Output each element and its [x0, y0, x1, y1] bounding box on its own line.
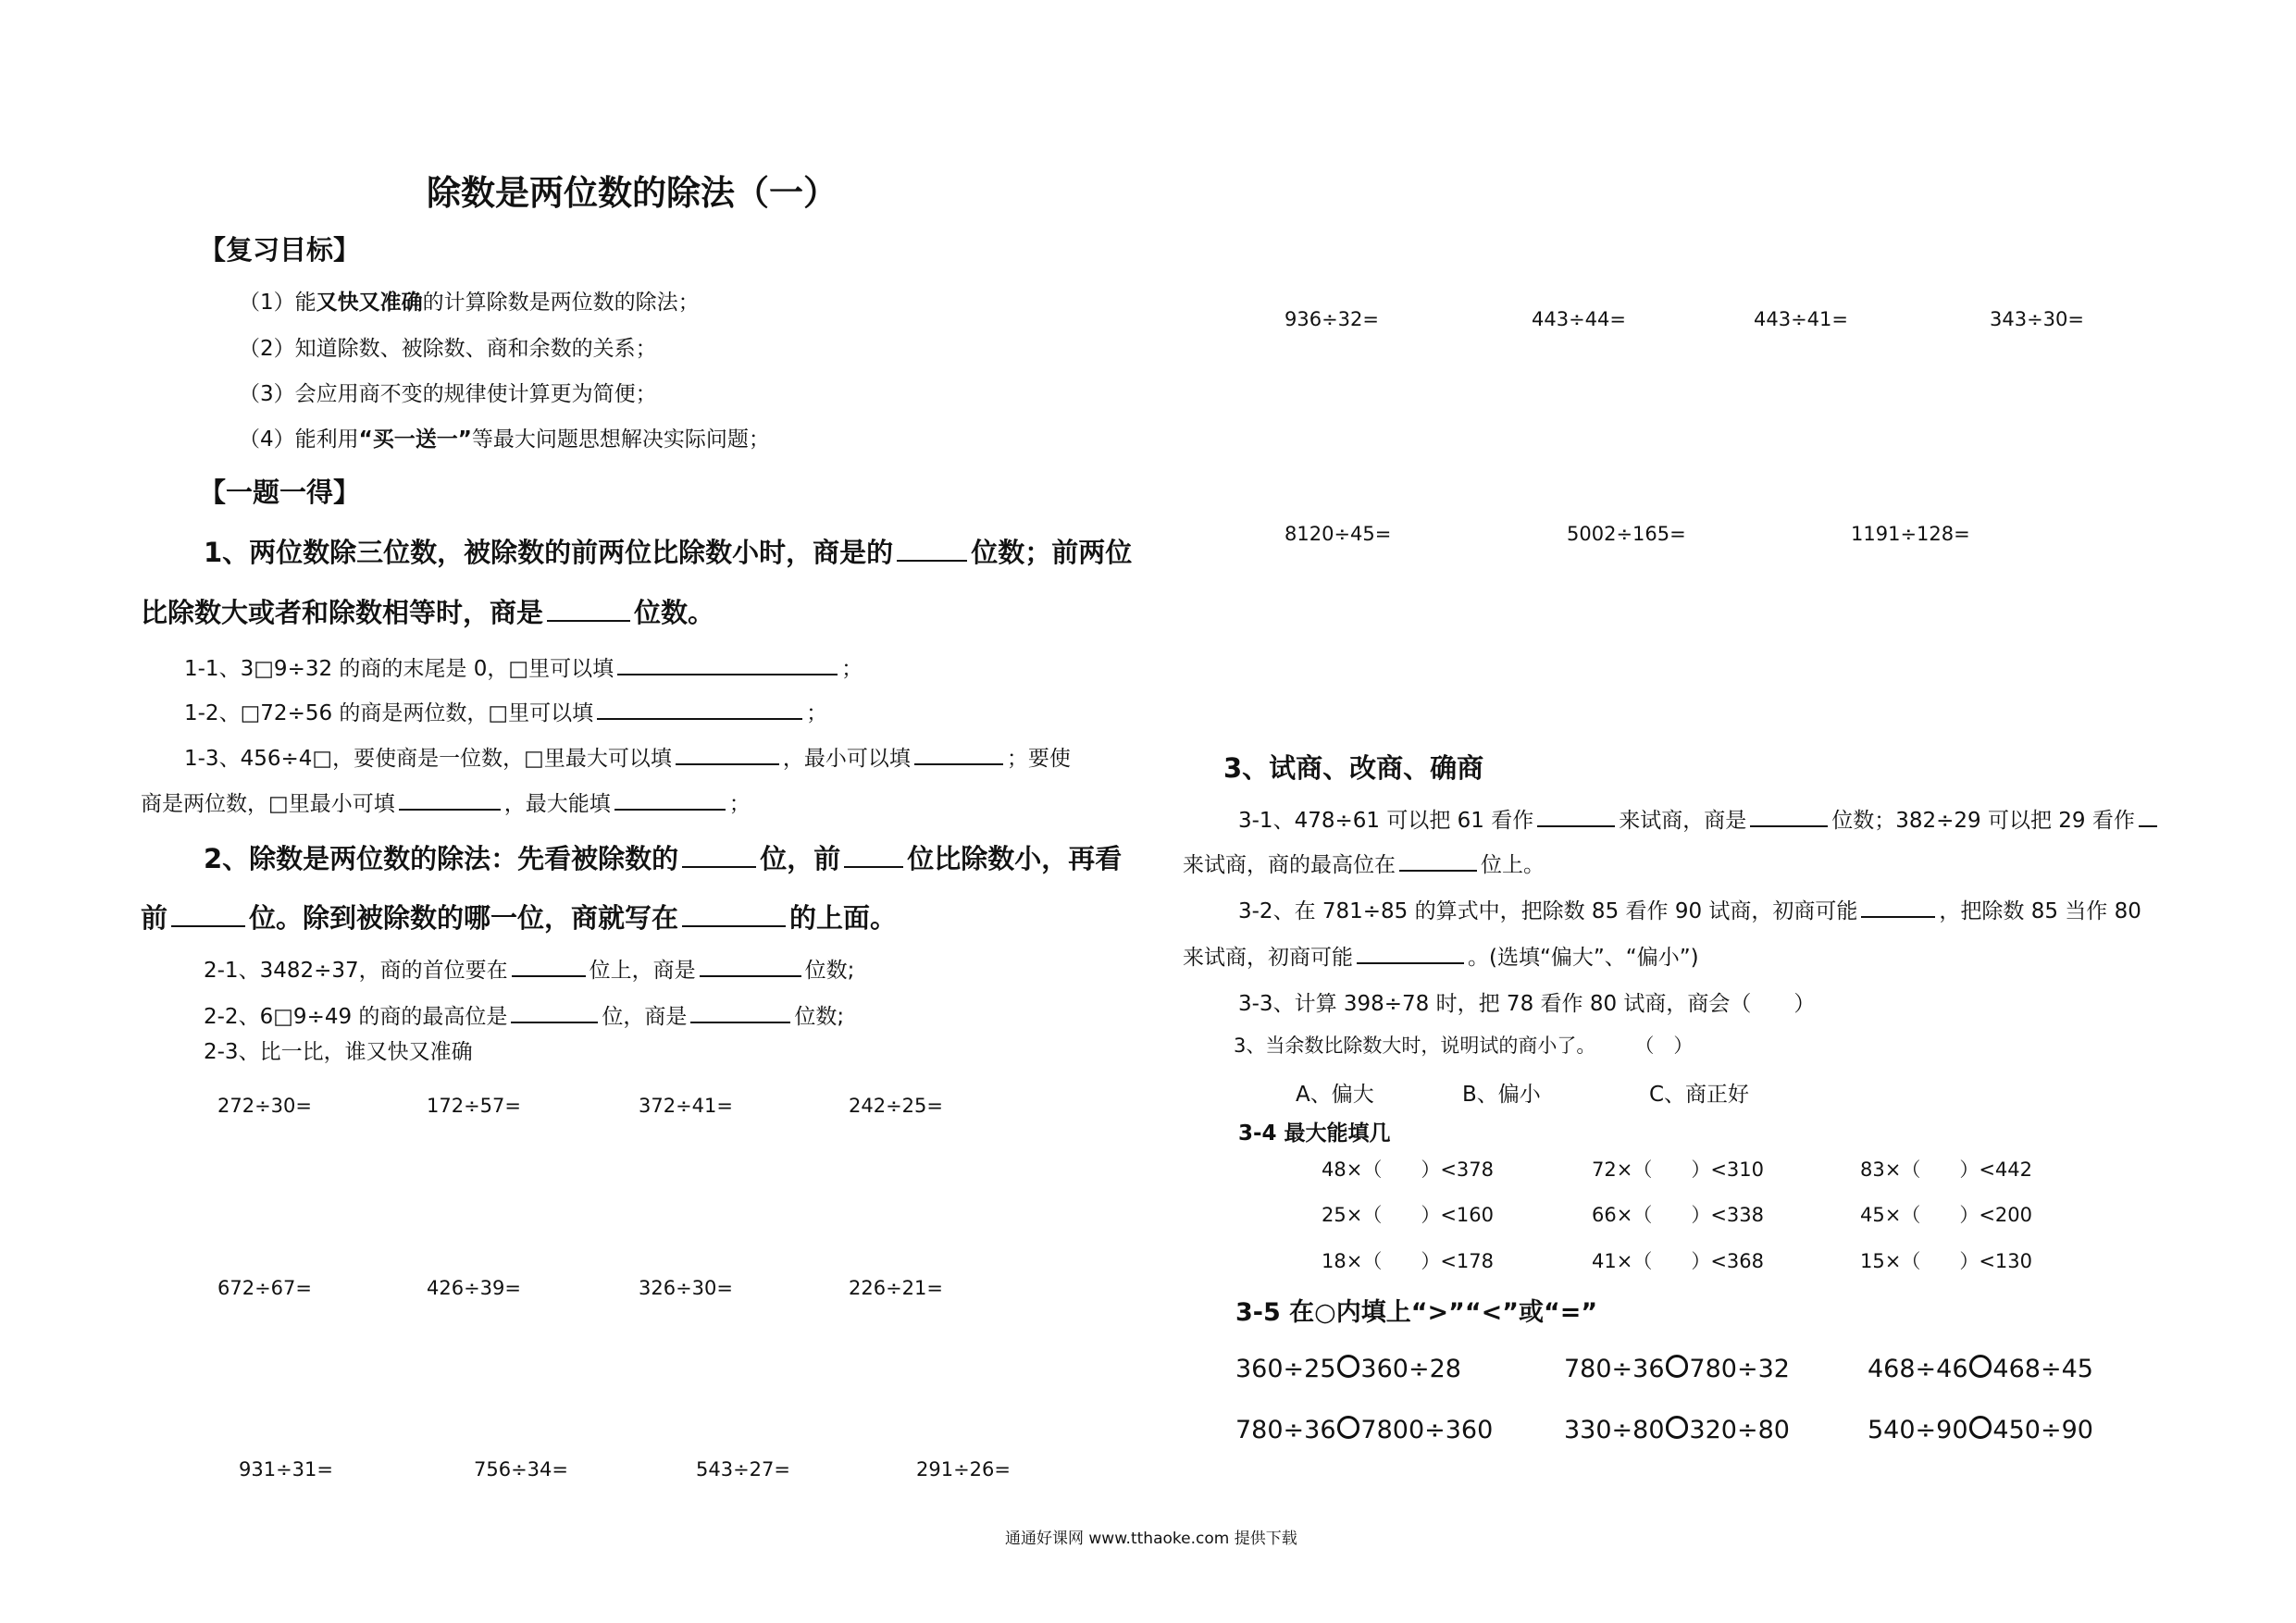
fill-item: 72×（ ）<310	[1592, 1158, 1764, 1181]
compare-item: 540÷90 450÷90	[1868, 1416, 2093, 1444]
fill-item: 18×（ ）<178	[1322, 1250, 1494, 1272]
option-c: C、商正好	[1649, 1083, 1750, 1107]
calc-item: 931÷31=	[239, 1458, 333, 1481]
compare-item: 360÷25 360÷28	[1235, 1355, 1461, 1383]
compare-circle[interactable]	[1337, 1416, 1360, 1439]
answer-blank[interactable]	[512, 954, 586, 977]
answer-blank[interactable]	[614, 787, 726, 811]
goal-item-3: （3）会应用商不变的规律使计算更为简便；	[239, 382, 657, 406]
q3-sub-1-cont: 来试商，商的最高位在 位上。	[1183, 848, 1545, 878]
compare-circle[interactable]	[1969, 1416, 1992, 1439]
q2-line-1: 2、除数是两位数的除法：先看被除数的 位，前 位比除数小，再看	[204, 838, 1122, 876]
answer-blank[interactable]	[547, 593, 630, 622]
calc-item: 443÷44=	[1532, 308, 1626, 330]
compare-item: 468÷46 468÷45	[1868, 1355, 2093, 1383]
q2-sub-2: 2-2、6□9÷49 的商的最高位是 位，商是 位数;	[204, 999, 844, 1030]
goal-item-4: （4）能利用“买一送一”等最大问题思想解决实际问题；	[239, 427, 770, 452]
compare-heading: 3-5 在○内填上“>”“<”或“=”	[1235, 1298, 1598, 1327]
answer-blank[interactable]	[682, 898, 786, 927]
q3-sub-2: 3-2、在 781÷85 的算式中，把除数 85 看作 90 试商，初商可能 ，把除数 85 当作 80	[1238, 894, 2141, 924]
footer-text: 通通好课网 www.tthaoke.com 提供下载	[1005, 1530, 1297, 1548]
q3-sub-1: 3-1、478÷61 可以把 61 看作 来试商，商是 位数；382÷29 可以把 29 看作	[1238, 803, 2161, 834]
compare-circle[interactable]	[1337, 1355, 1360, 1378]
calc-item: 326÷30=	[639, 1277, 733, 1299]
fill-item: 83×（ ）<442	[1860, 1158, 2032, 1181]
answer-blank[interactable]	[2139, 804, 2157, 827]
fill-item: 48×（ ）<378	[1322, 1158, 1494, 1181]
compare-item: 780÷36 7800÷360	[1235, 1416, 1494, 1444]
answer-blank[interactable]	[617, 652, 838, 675]
answer-blank[interactable]	[1357, 941, 1464, 964]
section-heading: 【一题一得】	[199, 477, 361, 508]
goal-item-1: （1）能又快又准确的计算除数是两位数的除法；	[239, 291, 700, 315]
calc-item: 443÷41=	[1754, 308, 1848, 330]
answer-blank[interactable]	[171, 898, 245, 927]
q1-line-1: 1、两位数除三位数，被除数的前两位比除数小时，商是的 位数；前两位	[204, 532, 1132, 570]
option-b: B、偏小	[1462, 1083, 1541, 1107]
calc-item: 672÷67=	[217, 1277, 312, 1299]
q1-line-2: 比除数大或者和除数相等时，商是 位数。	[141, 592, 714, 630]
fill-item: 41×（ ）<368	[1592, 1250, 1764, 1272]
fill-heading: 3-4 最大能填几	[1238, 1121, 1391, 1146]
calc-item: 1191÷128=	[1851, 523, 1970, 545]
answer-blank[interactable]	[597, 697, 802, 720]
compare-circle[interactable]	[1666, 1416, 1689, 1439]
answer-blank[interactable]	[682, 839, 756, 868]
answer-blank[interactable]	[399, 787, 501, 811]
option-a: A、偏大	[1296, 1083, 1374, 1107]
calc-item: 426÷39=	[427, 1277, 521, 1299]
fill-item: 25×（ ）<160	[1322, 1204, 1494, 1226]
q1-sub-3: 1-3、456÷4□，要使商是一位数，□里最大可以填 ，最小可以填 ；要使	[184, 741, 1071, 772]
answer-blank[interactable]	[1399, 849, 1477, 872]
q3-sub-2-cont: 来试商，初商可能 。(选填“偏大”、“偏小”)	[1183, 940, 1699, 971]
calc-item: 226÷21=	[849, 1277, 943, 1299]
calc-item: 172÷57=	[427, 1095, 521, 1117]
calc-item: 272÷30=	[217, 1095, 312, 1117]
q2-sub-3: 2-3、比一比，谁又快又准确	[204, 1040, 473, 1064]
answer-blank[interactable]	[1750, 804, 1828, 827]
answer-blank[interactable]	[897, 533, 967, 562]
compare-item: 330÷80 320÷80	[1564, 1416, 1790, 1444]
q3-heading: 3、试商、改商、确商	[1223, 752, 1484, 784]
compare-item: 780÷36 780÷32	[1564, 1355, 1790, 1383]
answer-blank[interactable]	[676, 742, 779, 765]
calc-item: 343÷30=	[1990, 308, 2084, 330]
answer-blank[interactable]	[511, 1000, 598, 1023]
calc-item: 8120÷45=	[1285, 523, 1392, 545]
q2-sub-1: 2-1、3482÷37，商的首位要在 位上，商是 位数;	[204, 953, 854, 984]
q2-line-2: 前 位。除到被除数的哪一位，商就写在 的上面。	[141, 898, 897, 935]
answer-blank[interactable]	[1861, 895, 1935, 918]
goal-item-2: （2）知道除数、被除数、商和余数的关系；	[239, 337, 657, 361]
answer-blank[interactable]	[844, 839, 903, 868]
calc-item: 5002÷165=	[1567, 523, 1686, 545]
q3-sub-3: 3-3、计算 398÷78 时，把 78 看作 80 试商，商会（ ）	[1238, 992, 1816, 1016]
page-title: 除数是两位数的除法（一）	[427, 173, 838, 213]
answer-blank[interactable]	[914, 742, 1003, 765]
fill-item: 45×（ ）<200	[1860, 1204, 2032, 1226]
calc-item: 756÷34=	[474, 1458, 568, 1481]
answer-blank[interactable]	[700, 954, 801, 977]
calc-item: 372÷41=	[639, 1095, 733, 1117]
calc-item: 242÷25=	[849, 1095, 943, 1117]
answer-blank[interactable]	[690, 1000, 790, 1023]
answer-blank[interactable]	[1537, 804, 1615, 827]
q1-sub-2: 1-2、□72÷56 的商是两位数，□里可以填 ；	[184, 696, 827, 726]
calc-item: 291÷26=	[916, 1458, 1011, 1481]
fill-item: 15×（ ）<130	[1860, 1250, 2032, 1272]
q3-sub-4: 3、当余数比除数大时，说明试的商小了。 （ ）	[1234, 1035, 1694, 1057]
fill-item: 66×（ ）<338	[1592, 1204, 1764, 1226]
calc-item: 936÷32=	[1285, 308, 1379, 330]
q1-sub-3-cont: 商是两位数，□里最小可填 ，最大能填 ；	[141, 787, 751, 817]
calc-item: 543÷27=	[696, 1458, 790, 1481]
q1-sub-1: 1-1、3□9÷32 的商的末尾是 0，□里可以填 ；	[184, 651, 863, 682]
goals-heading: 【复习目标】	[199, 234, 361, 266]
compare-circle[interactable]	[1969, 1355, 1992, 1378]
compare-circle[interactable]	[1666, 1355, 1689, 1378]
